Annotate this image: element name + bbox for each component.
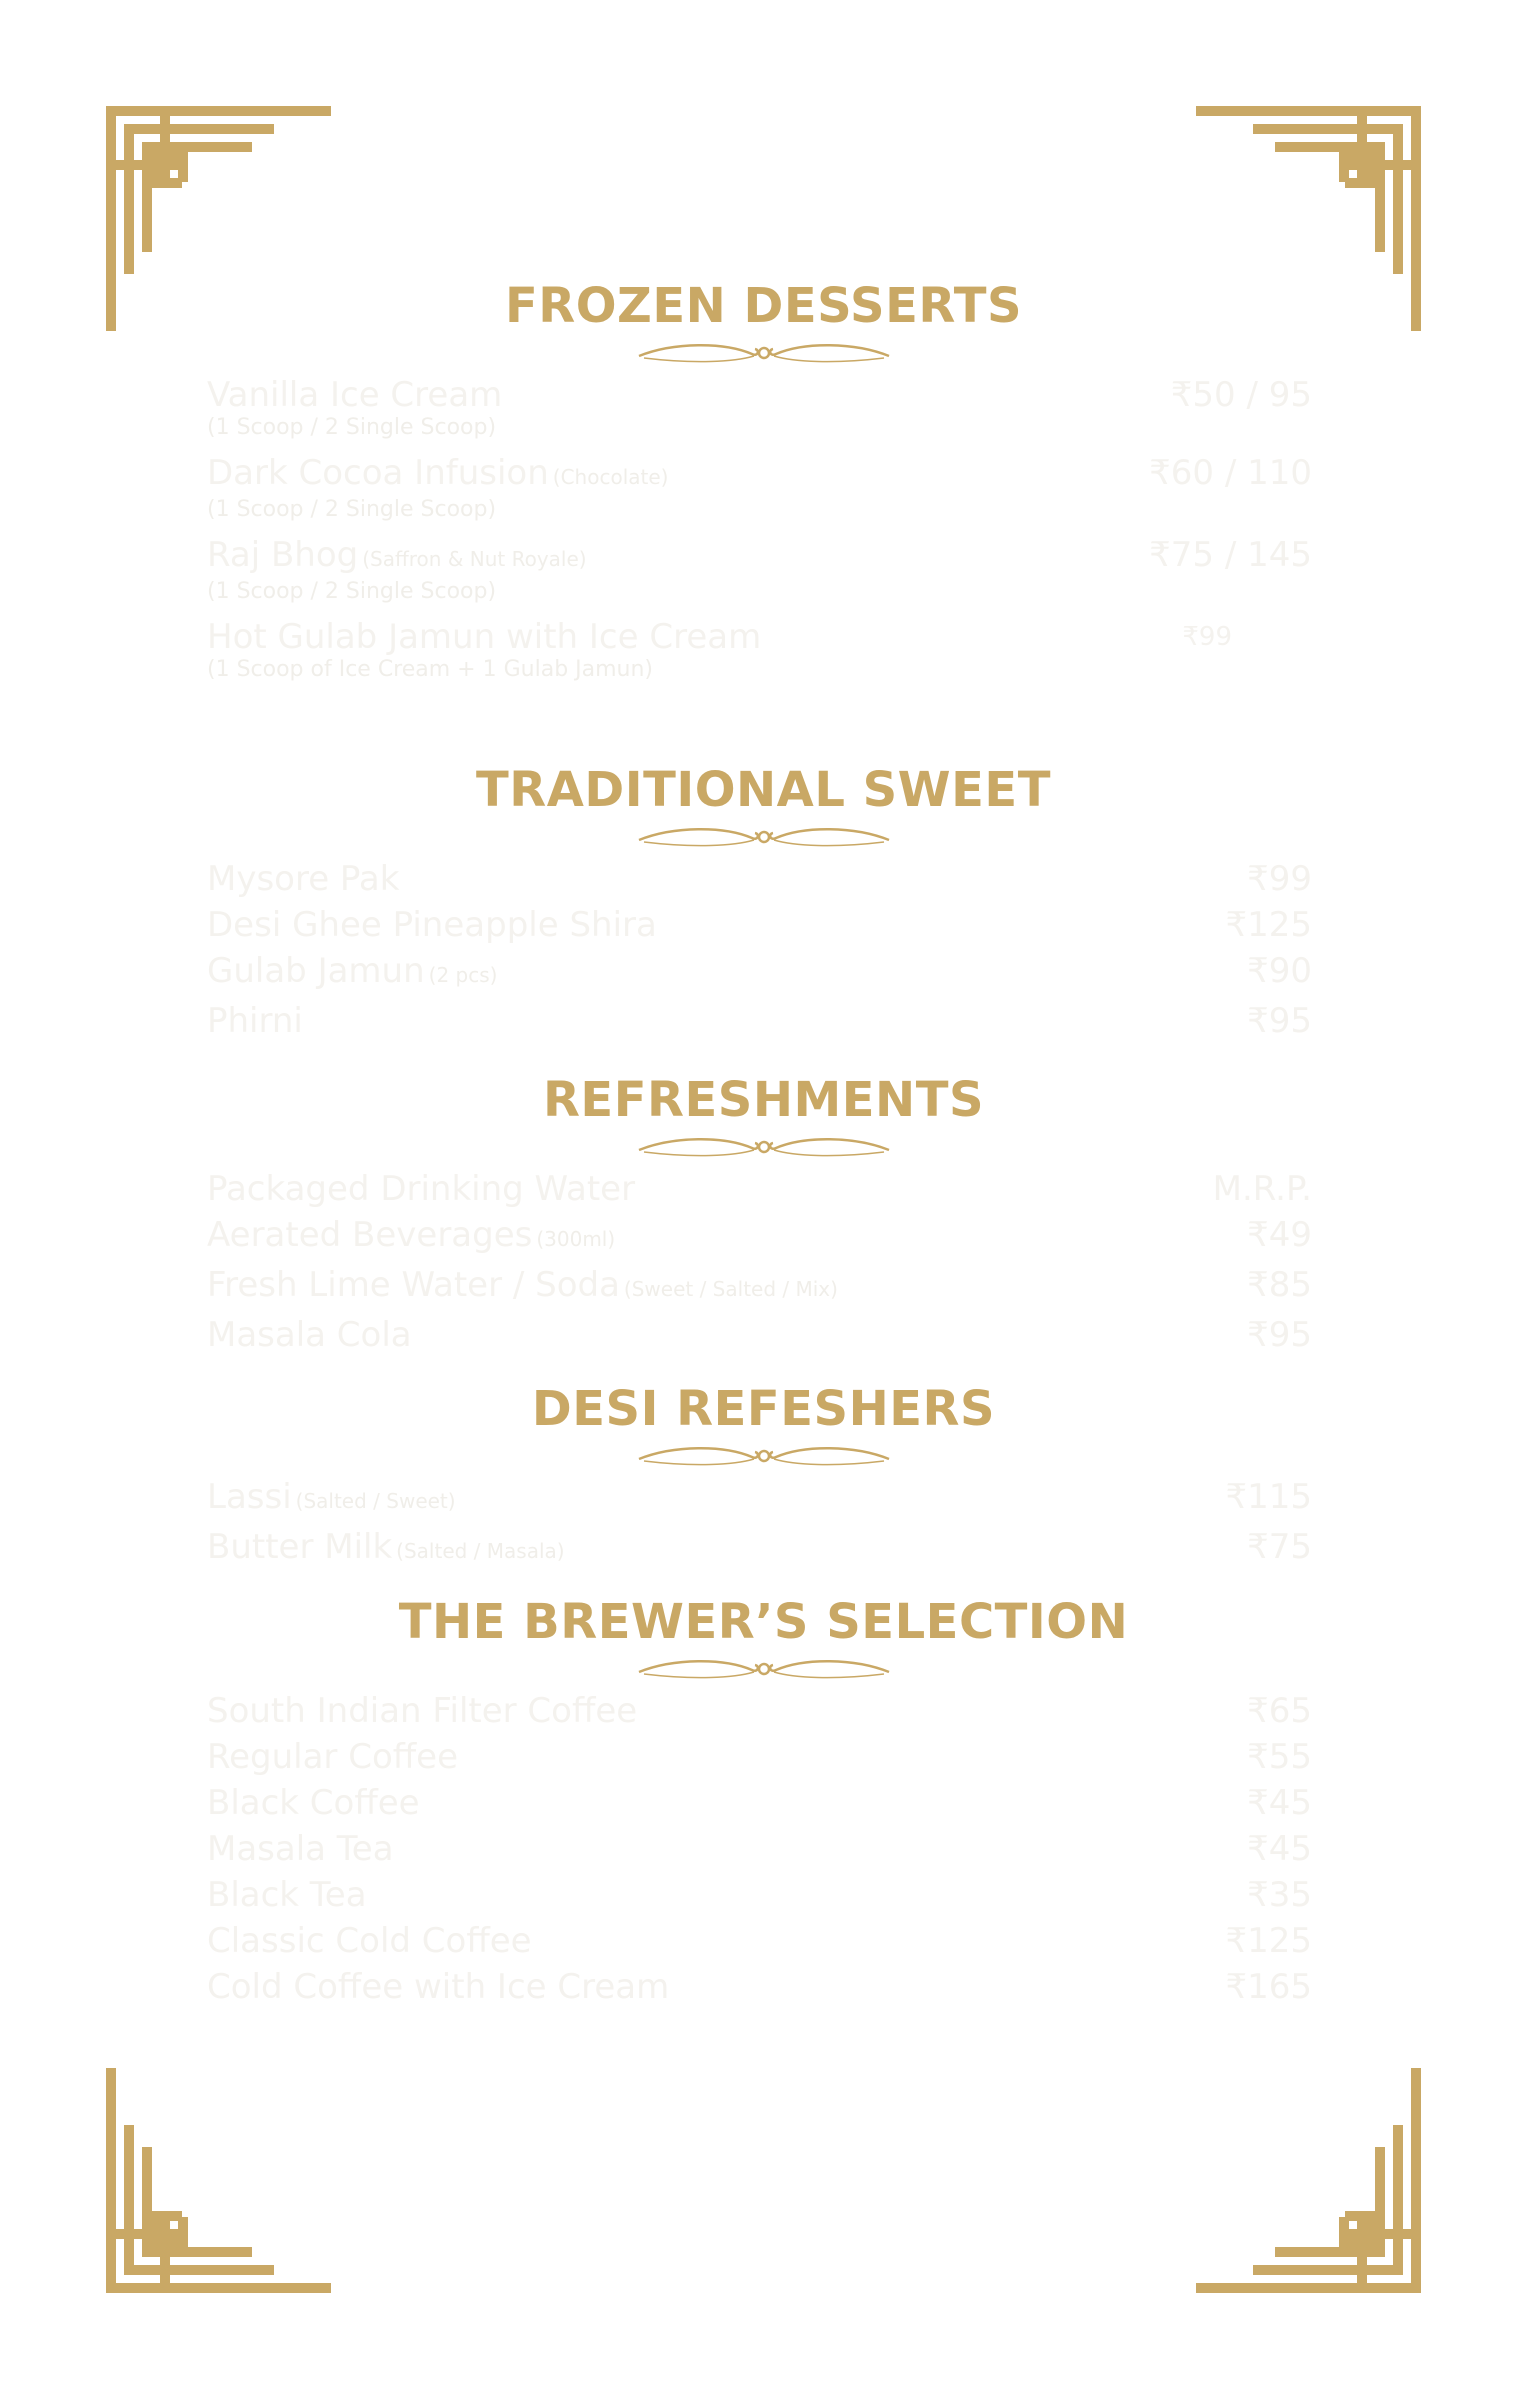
corner-ornament-icon	[106, 2068, 331, 2293]
menu-item	[207, 614, 1312, 684]
menu-item	[207, 948, 1312, 998]
corner-ornament-bottom-right	[1196, 2068, 1421, 2293]
menu-item	[207, 1780, 1312, 1826]
item-price: ₹165	[1225, 1967, 1312, 2007]
item-price: M.R.P.	[1212, 1169, 1312, 1209]
menu-item	[207, 1262, 1312, 1312]
item-name: Hot Gulab Jamun with Ice Cream	[207, 617, 762, 657]
menu-item	[207, 1872, 1312, 1918]
item-price: ₹85	[1247, 1265, 1312, 1305]
item-price: ₹90	[1247, 951, 1312, 991]
flourish-divider-icon	[634, 1441, 894, 1471]
item-name: Masala Tea	[207, 1829, 394, 1869]
menu-item	[207, 1524, 1312, 1574]
item-price: ₹65	[1247, 1691, 1312, 1731]
flourish-divider-icon	[634, 822, 894, 852]
item-name: Fresh Lime Water / Soda	[207, 1265, 620, 1305]
item-name: Regular Coffee	[207, 1737, 459, 1777]
item-name: Gulab Jamun	[207, 951, 425, 991]
item-name: Cold Coffee with Ice Cream	[207, 1967, 670, 2007]
flourish-divider-icon	[634, 338, 894, 368]
item-name: Phirni	[207, 1001, 303, 1041]
section-traditional-sweet	[0, 762, 1527, 852]
item-price: ₹45	[1247, 1783, 1312, 1823]
item-name: Lassi	[207, 1477, 292, 1517]
item-price: ₹75	[1247, 1527, 1312, 1567]
item-subtitle: (1 Scoop / 2 Single Scoop)	[207, 415, 497, 440]
menu-item	[207, 1688, 1312, 1734]
section-desi-refeshers	[0, 1381, 1527, 1471]
menu-item	[207, 1474, 1312, 1524]
flourish-divider-icon	[634, 1654, 894, 1684]
corner-ornament-bottom-left	[106, 2068, 331, 2293]
section-refreshments	[0, 1072, 1527, 1162]
item-name: Masala Cola	[207, 1315, 412, 1355]
item-note: (300ml)	[536, 1227, 616, 1251]
menu-item	[207, 1734, 1312, 1780]
item-name: Raj Bhog	[207, 535, 359, 575]
item-price: ₹99	[1247, 859, 1312, 899]
item-note: (Salted / Masala)	[396, 1539, 565, 1563]
item-name: Mysore Pak	[207, 859, 400, 899]
menu-item	[207, 450, 1312, 524]
item-price: ₹45	[1247, 1829, 1312, 1869]
item-note: (Salted / Sweet)	[295, 1489, 456, 1513]
menu-item	[207, 856, 1312, 902]
section-brewers-selection	[0, 1594, 1527, 1684]
section-title: DESI REFESHERS	[531, 1381, 996, 1437]
menu-item	[207, 1826, 1312, 1872]
section-frozen-desserts	[0, 278, 1527, 368]
section-title: TRADITIONAL SWEET	[476, 762, 1051, 818]
item-name: Classic Cold Coffee	[207, 1921, 532, 1961]
items-frozen-desserts	[207, 372, 1312, 692]
item-subtitle: (1 Scoop / 2 Single Scoop)	[207, 579, 497, 604]
section-title: THE BREWER’S SELECTION	[398, 1594, 1129, 1650]
item-price: ₹55	[1247, 1737, 1312, 1777]
item-price: ₹49	[1247, 1215, 1312, 1255]
menu-item	[207, 1964, 1312, 2010]
items-traditional-sweet	[207, 856, 1312, 1044]
menu-item	[207, 1166, 1312, 1212]
item-name: Desi Ghee Pineapple Shira	[207, 905, 657, 945]
corner-ornament-icon	[1196, 2068, 1421, 2293]
flourish-divider-icon	[634, 1132, 894, 1162]
item-price: ₹35	[1247, 1875, 1312, 1915]
section-title: FROZEN DESSERTS	[504, 278, 1023, 334]
item-name: Packaged Drinking Water	[207, 1169, 636, 1209]
item-note: (2 pcs)	[428, 963, 498, 987]
section-title: REFRESHMENTS	[542, 1072, 985, 1128]
menu-item	[207, 532, 1312, 606]
item-note: (Sweet / Salted / Mix)	[623, 1277, 838, 1301]
items-refreshments	[207, 1166, 1312, 1358]
item-note: (Chocolate)	[552, 465, 669, 489]
item-name: Vanilla Ice Cream	[207, 375, 503, 415]
item-price: ₹115	[1225, 1477, 1312, 1517]
item-name: Dark Cocoa Infusion	[207, 453, 549, 493]
items-brewers-selection	[207, 1688, 1312, 2010]
item-price: ₹125	[1225, 905, 1312, 945]
item-name: Black Tea	[207, 1875, 367, 1915]
item-price: ₹95	[1247, 1001, 1312, 1041]
item-name: Aerated Beverages	[207, 1215, 533, 1255]
menu-item	[207, 902, 1312, 948]
item-name: South Indian Filter Coffee	[207, 1691, 638, 1731]
menu-item	[207, 1918, 1312, 1964]
item-price: ₹50 / 95	[1170, 375, 1312, 415]
item-note: (Saffron & Nut Royale)	[362, 547, 587, 571]
item-price: ₹75 / 145	[1149, 535, 1312, 575]
item-name: Black Coffee	[207, 1783, 420, 1823]
item-subtitle: (1 Scoop / 2 Single Scoop)	[207, 497, 497, 522]
item-price: ₹99	[1182, 622, 1232, 652]
item-price: ₹125	[1225, 1921, 1312, 1961]
items-desi-refeshers	[207, 1474, 1312, 1574]
item-price: ₹60 / 110	[1149, 453, 1312, 493]
menu-item	[207, 1212, 1312, 1262]
menu-item	[207, 998, 1312, 1044]
item-price: ₹95	[1247, 1315, 1312, 1355]
item-name: Butter Milk	[207, 1527, 393, 1567]
menu-item	[207, 372, 1312, 442]
item-subtitle: (1 Scoop of Ice Cream + 1 Gulab Jamun)	[207, 657, 654, 682]
menu-item	[207, 1312, 1312, 1358]
